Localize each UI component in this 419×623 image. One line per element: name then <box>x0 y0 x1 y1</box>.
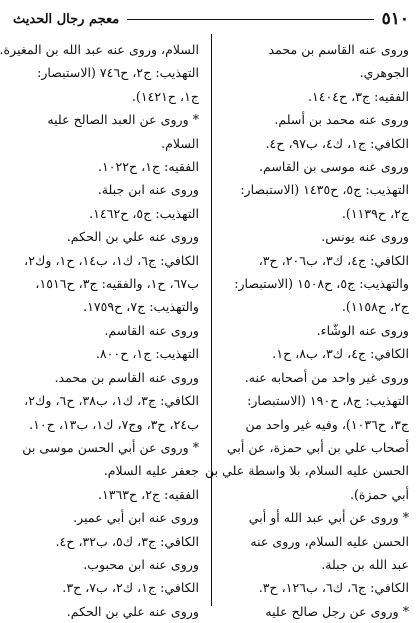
text-line: الكافي: ج١، ك٢، ب٧، ح٣. <box>62 580 199 596</box>
text-line: الكافي: ج٤، ك٣، ب٨، ح١. <box>272 346 409 362</box>
text-line: وروى عنه علي بن الحكم. <box>66 603 199 619</box>
text-line: السلام. <box>161 135 199 151</box>
text-line: وروى غير واحد من أصحابه عنه. <box>244 369 409 385</box>
text-line: الكافي: ج٣، ك٥، ب٣٢، ح٤. <box>55 533 199 549</box>
text-line: وروى عنه القاسم بن محمد <box>268 42 409 57</box>
text-line: الكافي: ج٣، ك١، ب٣٨، ح٦، وك٢، <box>24 393 199 409</box>
text-line: وروى عنه علي بن الحكم. <box>66 229 199 245</box>
text-line: ج٣، ح١٠٣٦)، وفيه غير واحد من <box>245 416 409 432</box>
text-line: أبي حمزة). <box>349 486 409 502</box>
book-title: معجم رجال الحديث <box>13 11 120 27</box>
text-line: ب٢٤، ح٣، وج٧، ك١، ب١٣، ح١٠. <box>29 416 199 432</box>
text-line: التهذيب: ج٥، ح١٤٣٥ (الاستبصار: <box>240 182 409 198</box>
text-line: * وروى عن أبي الحسن موسى بن <box>22 439 199 455</box>
left-column <box>0 38 199 623</box>
text-line: الكافي: ج٦، ك٦، ب١٢٦، ح٣. <box>258 580 409 596</box>
text-line: ب٦٧، ح١، والفقيه: ج٣، ح١٥١٦، <box>35 276 199 292</box>
text-line: التهذيب: ج٢، ح٧٤٦ (الاستبصار: <box>37 65 199 81</box>
text-line: الفقيه: ج١، ح١٠٢٢. <box>97 159 199 175</box>
text-line: الفقيه: ج٣، ح١٤٠٤. <box>307 88 409 104</box>
text-line: الكافي: ج٦، ك١، ب١٤، ح١، وك٢، <box>24 252 199 268</box>
text-line: ج٢، ح١١٣٩). <box>341 205 409 221</box>
text-line: التهذيب: ج٥، ح١٤٦٢. <box>89 205 199 221</box>
text-line: وروى عنه ابن أبي عمير. <box>73 510 199 526</box>
header-rule <box>127 19 373 20</box>
text-line: السلام، وروى عنه عبد الله بن المغيرة. <box>0 42 199 57</box>
text-line: وروى عنه يونس. <box>321 229 409 245</box>
text-line: التهذيب: ج٨، ح١٩٠ (الاستبصار: <box>247 393 409 409</box>
text-line: الحسن عليه السلام، وروى عنه <box>250 533 409 549</box>
text-line: الحسن عليه السلام، بلا واسطة علي بن <box>205 463 409 479</box>
text-line: وروى عنه ابن جبلة. <box>97 182 199 198</box>
text-line: الجوهري. <box>359 65 409 81</box>
text-line: عبد الله بن جبلة. <box>321 556 409 572</box>
text-line: ج١، ح١٤٢١). <box>131 88 199 104</box>
text-line: * وروى عن أبي عبد الله أو أبي <box>248 510 409 526</box>
text-line: والتهذيب: ج٧، ح١٧٥٩. <box>83 299 199 315</box>
page-header <box>13 6 409 32</box>
text-line: وروى عنه الوشّاء. <box>316 322 409 338</box>
page-number: ٥١٠ <box>381 9 409 29</box>
text-line: الكافي: ج١، ك٤، ب٩٧، ح٤. <box>265 135 409 151</box>
right-column <box>205 38 409 623</box>
text-line: وروى عنه القاسم بن محمد. <box>54 369 199 385</box>
text-line: والتهذيب: ج٥، ح١٥٠٨ (الاستبصار: <box>234 276 409 292</box>
text-line: جعفر عليه السلام. <box>103 463 199 479</box>
text-line: أصحاب علي بن أبي حمزة، عن أبي <box>226 439 409 455</box>
text-line: * وروى عن العبد الصالح عليه <box>47 112 199 128</box>
text-line: * وروى عن رجل صالح عليه <box>265 603 409 619</box>
text-line: وروى عنه القاسم. <box>104 322 199 338</box>
text-line: الكافي: ج٤، ك٣، ب٢٠٦، ح٣، <box>258 252 409 268</box>
text-line: الفقيه: ج٢، ح١٣٦٣. <box>97 486 199 502</box>
text-line: وروى عنه موسى بن القاسم. <box>258 159 409 175</box>
text-line: وروى عنه ابن محبوب. <box>83 556 199 572</box>
text-line: وروى عنه محمد بن أسلم. <box>274 112 409 128</box>
text-line: ج٢، ح١١٥٨). <box>341 299 409 315</box>
text-line: التهذيب: ج١، ح٨٠٠. <box>95 346 199 362</box>
column-divider <box>211 34 212 606</box>
